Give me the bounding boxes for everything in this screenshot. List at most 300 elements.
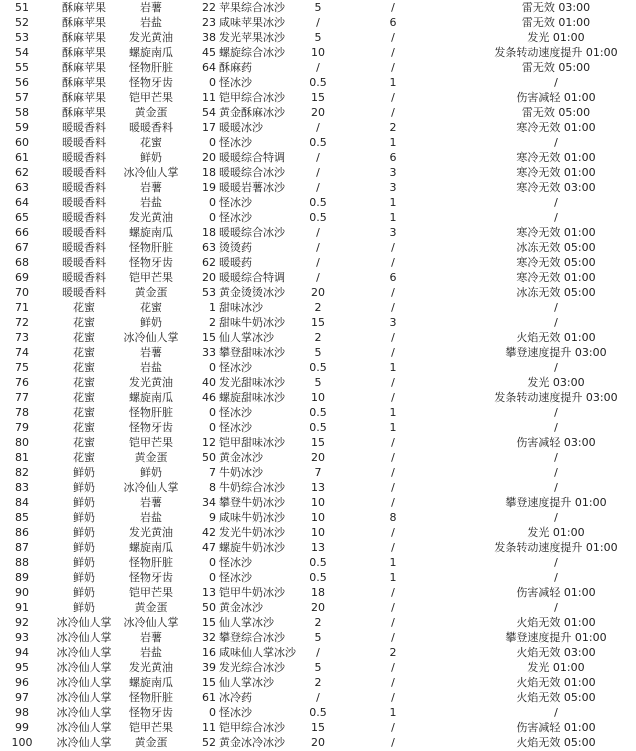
quantity-cell: 2 [389,121,397,134]
recipe-name: 怪冰沙 [219,76,252,89]
quantity-cell: 3 [389,181,397,194]
effect-cell: 发光 01:00 [527,31,585,44]
ingredient-a-cell: 花蜜 [73,451,95,464]
table-row [0,735,636,750]
quantity-cell: 1 [389,196,397,209]
recipe-cell [186,450,302,465]
recipe-cell [186,510,302,525]
ingredient-b-cell: 鲜奶 [140,466,162,479]
ingredient-a-cell: 酥麻苹果 [62,61,106,74]
recipe-name: 甜味牛奶冰沙 [219,316,285,329]
table-row [0,345,636,360]
recipe-number: 0 [209,421,216,434]
recipe-cell [186,525,302,540]
ingredient-b-cell: 发光黄油 [129,31,173,44]
ingredient-b-cell: 怪物肝脏 [129,61,173,74]
recipe-number: 52 [202,736,216,749]
ingredient-b-cell: 岩薯 [140,181,162,194]
ingredient-a-cell: 花蜜 [73,301,95,314]
ingredient-b-cell: 岩薯 [140,496,162,509]
table-row [0,465,636,480]
quantity-cell: / [391,391,395,404]
row-number-cell: 86 [15,526,29,539]
row-number-cell: 89 [15,571,29,584]
effect-cell: 雷无效 05:00 [521,61,591,74]
table-row [0,195,636,210]
recipe-number: 2 [209,316,216,329]
recipe-name: 怪冰沙 [219,136,252,149]
price-cell: 0.5 [309,196,327,209]
recipe-number: 12 [202,436,216,449]
ingredient-a-cell: 花蜜 [73,421,95,434]
ingredient-b-cell: 螺旋南瓜 [129,226,173,239]
table-row [0,570,636,585]
ingredient-a-cell: 酥麻苹果 [62,1,106,14]
price-cell: 20 [311,451,325,464]
quantity-cell: / [391,736,395,749]
quantity-cell: 1 [389,361,397,374]
ingredient-b-cell: 螺旋南瓜 [129,391,173,404]
recipe-cell [186,660,302,675]
table-row [0,300,636,315]
row-number-cell: 94 [15,646,29,659]
table-row [0,270,636,285]
table-row [0,720,636,735]
recipe-number: 0 [209,361,216,374]
table-row [0,615,636,630]
ingredient-b-cell: 怪物肝脏 [129,556,173,569]
ingredient-a-cell: 酥麻苹果 [62,91,106,104]
table-row [0,510,636,525]
recipe-name: 铠甲甜味冰沙 [219,436,285,449]
recipe-name: 攀登甜味冰沙 [219,346,285,359]
price-cell: 2 [314,331,322,344]
effect-cell: 寒冷无效 01:00 [516,226,596,239]
row-number-cell: 57 [15,91,29,104]
ingredient-b-cell: 怪物牙齿 [129,256,173,269]
ingredient-a-cell: 花蜜 [73,346,95,359]
row-number-cell: 93 [15,631,29,644]
recipe-cell [186,585,302,600]
table-row [0,705,636,720]
row-number-cell: 78 [15,406,29,419]
price-cell: 5 [314,376,322,389]
recipe-name: 苹果综合冰沙 [219,1,285,14]
recipe-cell [186,735,302,750]
recipe-number: 15 [202,616,216,629]
row-number-cell: 62 [15,166,29,179]
ingredient-b-cell: 黄金蛋 [134,601,168,614]
table-row [0,315,636,330]
ingredient-a-cell: 花蜜 [73,376,95,389]
ingredient-a-cell: 冰冷仙人掌 [56,631,112,644]
ingredient-a-cell: 花蜜 [73,436,95,449]
ingredient-b-cell: 黄金蛋 [134,286,168,299]
recipe-number: 17 [202,121,216,134]
effect-cell: 火焰无效 05:00 [516,736,596,749]
price-cell: 20 [311,286,325,299]
row-number-cell: 90 [15,586,29,599]
recipe-name: 怪冰沙 [219,361,252,374]
row-number-cell: 51 [15,1,29,14]
effect-cell: 伤害减轻 03:00 [516,436,596,449]
table-row [0,240,636,255]
recipe-name: 发光综合冰沙 [219,661,285,674]
effect-cell: 攀登速度提升 01:00 [505,496,607,509]
effect-cell: 火焰无效 01:00 [516,676,596,689]
table-row [0,135,636,150]
effect-cell: / [554,406,558,419]
ingredient-b-cell: 冰冷仙人掌 [123,331,179,344]
quantity-cell: 1 [389,571,397,584]
quantity-cell: / [391,721,395,734]
effect-cell: / [554,511,558,524]
quantity-cell: / [391,376,395,389]
price-cell: 0.5 [309,706,327,719]
recipe-number: 0 [209,196,216,209]
recipe-cell [186,30,302,45]
recipe-name: 螺旋综合冰沙 [219,46,285,59]
recipe-name: 暖暖综合冰沙 [219,166,285,179]
recipe-number: 18 [202,166,216,179]
quantity-cell: / [391,451,395,464]
effect-cell: / [554,211,558,224]
recipe-cell [186,495,302,510]
recipe-name: 黄金冰沙 [219,451,263,464]
effect-cell: 发条转动速度提升 01:00 [494,46,618,59]
row-number-cell: 85 [15,511,29,524]
table-row [0,45,636,60]
quantity-cell: 1 [389,706,397,719]
row-number-cell: 99 [15,721,29,734]
price-cell: 7 [314,466,322,479]
quantity-cell: 6 [389,16,397,29]
price-cell: / [316,16,320,29]
ingredient-a-cell: 暖暖香料 [62,196,106,209]
ingredient-b-cell: 鲜奶 [140,316,162,329]
recipe-cell [186,645,302,660]
recipe-cell [186,675,302,690]
recipe-cell [186,0,302,15]
ingredient-b-cell: 岩薯 [140,346,162,359]
row-number-cell: 84 [15,496,29,509]
quantity-cell: / [391,466,395,479]
ingredient-a-cell: 暖暖香料 [62,151,106,164]
price-cell: 10 [311,526,325,539]
recipe-cell [186,165,302,180]
ingredient-b-cell: 怪物肝脏 [129,406,173,419]
recipe-number: 19 [202,181,216,194]
recipe-cell [186,135,302,150]
row-number-cell: 69 [15,271,29,284]
effect-cell: 寒冷无效 01:00 [516,271,596,284]
table-row [0,600,636,615]
table-row [0,420,636,435]
quantity-cell: / [391,331,395,344]
recipe-name: 暖暖药 [219,256,252,269]
quantity-cell: / [391,481,395,494]
recipe-cell [186,150,302,165]
recipe-cell [186,15,302,30]
quantity-cell: / [391,286,395,299]
table-row [0,210,636,225]
ingredient-b-cell: 螺旋南瓜 [129,676,173,689]
recipe-name: 黄金冰沙 [219,601,263,614]
recipe-name: 怪冰沙 [219,421,252,434]
recipe-cell [186,105,302,120]
table-row [0,150,636,165]
effect-cell: 火焰无效 05:00 [516,691,596,704]
row-number-cell: 87 [15,541,29,554]
price-cell: / [316,181,320,194]
table-row [0,15,636,30]
table-row [0,435,636,450]
recipe-number: 23 [202,16,216,29]
table-row [0,645,636,660]
recipe-number: 50 [202,451,216,464]
recipe-cell [186,465,302,480]
effect-cell: 火焰无效 03:00 [516,646,596,659]
recipe-number: 38 [202,31,216,44]
ingredient-a-cell: 酥麻苹果 [62,16,106,29]
recipe-name: 仙人掌冰沙 [219,676,274,689]
row-number-cell: 91 [15,601,29,614]
quantity-cell: / [391,586,395,599]
price-cell: 0.5 [309,211,327,224]
quantity-cell: / [391,1,395,14]
effect-cell: / [554,136,558,149]
recipe-cell [186,405,302,420]
ingredient-b-cell: 冰冷仙人掌 [123,616,179,629]
recipe-name: 暖暖岩薯冰沙 [219,181,285,194]
recipe-name: 铠甲综合冰沙 [219,91,285,104]
row-number-cell: 58 [15,106,29,119]
quantity-cell: / [391,601,395,614]
recipe-name: 怪冰沙 [219,556,252,569]
recipe-name: 怪冰沙 [219,571,252,584]
ingredient-b-cell: 螺旋南瓜 [129,541,173,554]
recipe-cell [186,375,302,390]
row-number-cell: 100 [11,736,33,749]
price-cell: 18 [311,586,325,599]
recipe-name: 黄金冰冷冰沙 [219,736,285,749]
recipe-number: 32 [202,631,216,644]
recipe-number: 61 [202,691,216,704]
recipe-cell [186,600,302,615]
ingredient-b-cell: 岩盐 [140,196,162,209]
quantity-cell: 8 [389,511,397,524]
quantity-cell: 1 [389,556,397,569]
row-number-cell: 70 [15,286,29,299]
recipe-number: 13 [202,586,216,599]
recipe-name: 怪冰沙 [219,211,252,224]
recipe-number: 40 [202,376,216,389]
recipe-name: 咸味牛奶冰沙 [219,511,285,524]
effect-cell: 雷无效 03:00 [521,1,591,14]
recipe-number: 64 [202,61,216,74]
row-number-cell: 72 [15,316,29,329]
recipe-cell [186,60,302,75]
effect-cell: 发光 01:00 [527,661,585,674]
ingredient-b-cell: 黄金蛋 [134,106,168,119]
table-row [0,630,636,645]
ingredient-a-cell: 暖暖香料 [62,271,106,284]
recipe-cell [186,240,302,255]
ingredient-a-cell: 冰冷仙人掌 [56,736,112,749]
price-cell: / [316,646,320,659]
row-number-cell: 97 [15,691,29,704]
row-number-cell: 92 [15,616,29,629]
ingredient-b-cell: 铠甲芒果 [129,721,173,734]
recipe-number: 50 [202,601,216,614]
row-number-cell: 98 [15,706,29,719]
recipe-cell [186,555,302,570]
ingredient-a-cell: 鲜奶 [73,601,95,614]
ingredient-b-cell: 岩薯 [140,1,162,14]
effect-cell: 发条转动速度提升 03:00 [494,391,618,404]
quantity-cell: / [391,631,395,644]
quantity-cell: / [391,496,395,509]
ingredient-a-cell: 暖暖香料 [62,136,106,149]
ingredient-a-cell: 鲜奶 [73,541,95,554]
ingredient-a-cell: 鲜奶 [73,481,95,494]
ingredient-b-cell: 铠甲芒果 [129,436,173,449]
ingredient-b-cell: 铠甲芒果 [129,586,173,599]
effect-cell: 火焰无效 01:00 [516,331,596,344]
price-cell: / [316,241,320,254]
recipe-number: 0 [209,556,216,569]
effect-cell: / [554,421,558,434]
table-row [0,480,636,495]
recipe-cell [186,705,302,720]
recipe-cell [186,75,302,90]
effect-cell: / [554,601,558,614]
quantity-cell: 3 [389,316,397,329]
ingredient-a-cell: 冰冷仙人掌 [56,661,112,674]
effect-cell: / [554,301,558,314]
ingredient-a-cell: 冰冷仙人掌 [56,691,112,704]
price-cell: / [316,166,320,179]
ingredient-a-cell: 暖暖香料 [62,256,106,269]
effect-cell: 发光 01:00 [527,526,585,539]
recipe-cell [186,345,302,360]
ingredient-b-cell: 发光黄油 [129,211,173,224]
table-row [0,30,636,45]
recipe-number: 8 [209,481,216,494]
recipe-cell [186,45,302,60]
recipe-cell [186,285,302,300]
row-number-cell: 96 [15,676,29,689]
recipe-cell [186,270,302,285]
effect-cell: 冰冻无效 05:00 [516,241,596,254]
ingredient-a-cell: 花蜜 [73,331,95,344]
quantity-cell: / [391,61,395,74]
effect-cell: 冰冻无效 05:00 [516,286,596,299]
recipe-number: 11 [202,91,216,104]
recipe-cell [186,195,302,210]
recipe-cell [186,420,302,435]
row-number-cell: 95 [15,661,29,674]
recipe-number: 11 [202,721,216,734]
price-cell: 15 [311,436,325,449]
price-cell: 2 [314,301,322,314]
recipe-number: 62 [202,256,216,269]
table-row [0,120,636,135]
ingredient-b-cell: 黄金蛋 [134,736,168,749]
recipe-cell [186,210,302,225]
recipe-name: 攀登牛奶冰沙 [219,496,285,509]
recipe-name: 发光牛奶冰沙 [219,526,285,539]
price-cell: 0.5 [309,571,327,584]
quantity-cell: 1 [389,211,397,224]
recipe-cell [186,360,302,375]
recipe-number: 34 [202,496,216,509]
ingredient-a-cell: 冰冷仙人掌 [56,721,112,734]
ingredient-b-cell: 发光黄油 [129,661,173,674]
quantity-cell: / [391,301,395,314]
recipe-name: 暖暖冰沙 [219,121,263,134]
recipe-name: 仙人掌冰沙 [219,616,274,629]
table-row [0,225,636,240]
price-cell: 15 [311,721,325,734]
ingredient-a-cell: 鲜奶 [73,586,95,599]
table-row [0,495,636,510]
ingredient-b-cell: 铠甲芒果 [129,271,173,284]
effect-cell: / [554,706,558,719]
table-row [0,525,636,540]
recipe-number: 54 [202,106,216,119]
row-number-cell: 80 [15,436,29,449]
recipe-number: 22 [202,1,216,14]
price-cell: 0.5 [309,406,327,419]
price-cell: 20 [311,601,325,614]
price-cell: 0.5 [309,76,327,89]
quantity-cell: / [391,256,395,269]
quantity-cell: / [391,676,395,689]
row-number-cell: 77 [15,391,29,404]
recipe-cell [186,540,302,555]
effect-cell: / [554,556,558,569]
ingredient-a-cell: 鲜奶 [73,511,95,524]
effect-cell: / [554,466,558,479]
quantity-cell: 6 [389,271,397,284]
effect-cell: 雷无效 01:00 [521,16,591,29]
recipe-number: 0 [209,406,216,419]
recipe-number: 0 [209,136,216,149]
ingredient-a-cell: 酥麻苹果 [62,76,106,89]
quantity-cell: / [391,241,395,254]
recipe-number: 9 [209,511,216,524]
price-cell: 15 [311,316,325,329]
recipe-number: 0 [209,76,216,89]
effect-cell: 寒冷无效 01:00 [516,121,596,134]
quantity-cell: / [391,31,395,44]
price-cell: 2 [314,616,322,629]
ingredient-b-cell: 螺旋南瓜 [129,46,173,59]
quantity-cell: 1 [389,76,397,89]
table-row [0,360,636,375]
recipe-number: 0 [209,211,216,224]
ingredient-a-cell: 鲜奶 [73,526,95,539]
ingredient-a-cell: 暖暖香料 [62,241,106,254]
recipe-number: 20 [202,151,216,164]
price-cell: 2 [314,676,322,689]
recipe-cell [186,180,302,195]
table-row [0,375,636,390]
recipe-name: 怪冰沙 [219,406,252,419]
row-number-cell: 75 [15,361,29,374]
table-row [0,180,636,195]
